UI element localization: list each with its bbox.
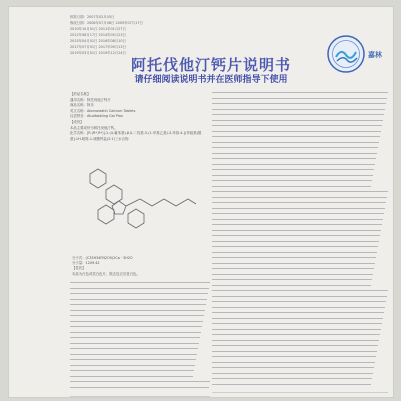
text-line xyxy=(70,310,205,311)
document-subtitle: 请仔细阅读说明书并在医师指导下使用 xyxy=(134,75,288,85)
text-line xyxy=(212,197,387,198)
formula-line: 本品为白色或类白色片，除去包衣后显白色。 xyxy=(72,271,140,276)
text-line xyxy=(212,345,378,346)
text-line xyxy=(212,180,372,181)
text-line xyxy=(70,365,195,366)
text-line xyxy=(212,120,383,121)
text-line xyxy=(212,323,382,324)
text-line xyxy=(212,367,374,368)
text-line xyxy=(212,351,377,352)
text-line xyxy=(212,109,385,110)
property-line: 商品名称：阿乐 xyxy=(70,103,94,108)
text-line xyxy=(212,296,387,297)
date-line: 核准日期：2007年02月05日 xyxy=(70,15,115,19)
text-line xyxy=(212,274,373,275)
text-line xyxy=(212,92,388,93)
text-line xyxy=(212,362,375,363)
text-line xyxy=(212,147,378,148)
text-line xyxy=(212,301,386,302)
text-line xyxy=(70,315,204,316)
text-line xyxy=(212,329,381,330)
leaflet-sheet xyxy=(8,6,394,398)
date-line: 2017年07月01日 2017年09月13日 xyxy=(70,45,126,49)
property-line: 【药品名称】 xyxy=(70,92,91,96)
text-line xyxy=(212,158,376,159)
property-line: 本品主要成份为阿托伐他汀钙。 xyxy=(70,125,118,130)
text-line xyxy=(212,125,382,126)
text-line xyxy=(212,186,371,187)
text-line xyxy=(212,153,377,154)
text-line xyxy=(212,208,385,209)
text-line xyxy=(70,348,198,349)
text-line xyxy=(70,343,199,344)
text-line xyxy=(70,359,196,360)
company-logo-icon xyxy=(326,34,366,74)
text-line xyxy=(70,337,200,338)
text-line xyxy=(70,387,209,388)
text-line xyxy=(212,103,386,104)
document-title: 阿托伐他汀钙片说明书 xyxy=(130,56,291,74)
text-line xyxy=(212,175,373,176)
text-line xyxy=(212,114,384,115)
text-line xyxy=(212,131,381,132)
text-line xyxy=(212,378,372,379)
brand-name: 嘉林 xyxy=(368,51,382,59)
text-line xyxy=(212,312,384,313)
text-line xyxy=(212,307,385,308)
text-line xyxy=(70,288,209,289)
text-line xyxy=(212,246,378,247)
text-line xyxy=(212,257,376,258)
date-line: 2010年10月01日 2011年01月27日 xyxy=(70,27,126,31)
text-line xyxy=(212,268,374,269)
date-line: 2015年04月01日 2016年08月10日 xyxy=(70,39,126,43)
text-line xyxy=(70,326,202,327)
drug-properties xyxy=(70,92,210,142)
text-line xyxy=(212,213,384,214)
formula-block xyxy=(72,256,212,277)
text-line xyxy=(70,293,208,294)
text-line xyxy=(212,191,388,192)
text-line xyxy=(212,142,379,143)
text-line xyxy=(212,356,376,357)
property-line: 通用名称：阿托伐他汀钙片 xyxy=(70,97,111,102)
text-line xyxy=(70,354,197,355)
text-line xyxy=(70,332,201,333)
date-line: 修改日期：2008年07月08日 2009年07月17日 xyxy=(70,21,143,25)
formula-line: 分子式：(C33H34FN2O5)2Ca · 3H2O xyxy=(72,256,133,260)
text-line xyxy=(70,376,193,377)
text-line xyxy=(212,235,380,236)
text-line xyxy=(212,136,380,137)
text-line xyxy=(212,219,383,220)
text-line xyxy=(212,98,387,99)
text-line xyxy=(70,381,210,382)
text-line xyxy=(70,396,210,397)
text-line xyxy=(70,370,194,371)
date-line: 2019年03月01日 2019年12月24日 xyxy=(70,51,126,55)
property-line: 英文名称：Atorvastatin Calcium Tablets xyxy=(70,108,136,113)
chemical-structure-diagram xyxy=(70,156,220,251)
date-line: 2012年08月17日 2014年05月23日 xyxy=(70,33,126,37)
text-line xyxy=(212,241,379,242)
text-line xyxy=(212,164,375,165)
text-line xyxy=(212,230,381,231)
text-line xyxy=(212,279,372,280)
text-line xyxy=(70,321,203,322)
property-line: 【成份】 xyxy=(70,119,84,124)
text-line xyxy=(212,263,375,264)
text-line xyxy=(212,318,383,319)
formula-line: 分子量：1209.42 xyxy=(72,261,100,266)
text-line xyxy=(212,334,380,335)
text-line xyxy=(212,373,373,374)
text-line xyxy=(212,285,371,286)
text-line xyxy=(212,392,388,393)
text-line xyxy=(212,340,379,341)
revision-dates xyxy=(70,14,162,56)
text-line xyxy=(212,384,371,385)
text-line xyxy=(70,304,206,305)
text-line xyxy=(212,224,382,225)
text-line xyxy=(70,282,210,283)
text-line xyxy=(212,169,374,170)
formula-line: 【性状】 xyxy=(72,266,86,271)
text-line xyxy=(70,299,207,300)
property-line: 汉语拼音：Atuofatating Gai Pian xyxy=(70,114,123,119)
property-line: 化学名称：[R-(R*,R*)]-2-(4-氟苯基)-β,δ-二羟基-5-(1-甲基乙基)-3-苯基-4-[(苯胺基)羰基]-1H-吡咯-1-庚酸钙盐(2:1)三水合物 xyxy=(70,131,202,141)
text-line xyxy=(212,252,377,253)
text-line xyxy=(212,290,388,291)
text-line xyxy=(212,202,386,203)
